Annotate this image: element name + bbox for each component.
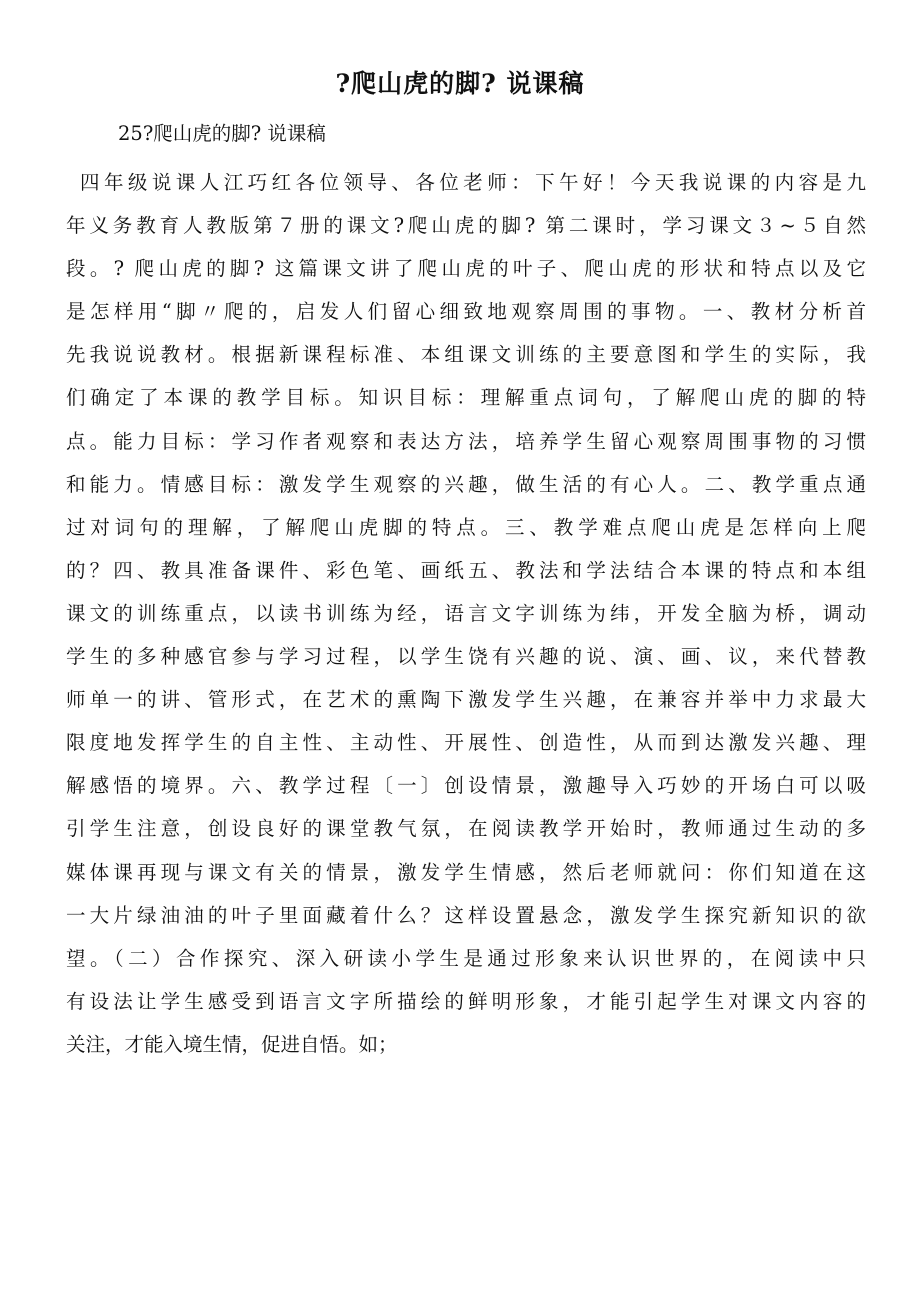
body-line: 段。? 爬山虎的脚? 这篇课文讲了爬山虎的叶子、爬山虎的形状和特点以及它 [66, 257, 866, 281]
body-line: 解感悟的境界。六、教学过程〔一〕创设情景，激趣导入巧妙的开场白可以吸 [66, 774, 866, 798]
document-body [66, 161, 866, 1066]
body-line: 过对词句的理解，了解爬山虎脚的特点。三、教学难点爬山虎是怎样向上爬 [66, 515, 866, 539]
body-line-last: 关注，才能入境生情，促进自悟。如； [66, 1032, 398, 1056]
body-line: 师单一的讲、管形式，在艺术的熏陶下激发学生兴趣，在兼容并举中力求最大 [66, 688, 866, 712]
document-title: ?爬山虎的脚? 说课稿 [335, 69, 585, 98]
body-line: 有设法让学生感受到语言文字所描绘的鲜明形象，才能引起学生对课文内容的 [66, 989, 866, 1013]
body-line: 限度地发挥学生的自主性、主动性、开展性、创造性，从而到达激发兴趣、理 [66, 731, 866, 755]
body-line: 课文的训练重点，以读书训练为经，语言文字训练为纬，开发全脑为桥，调动 [66, 601, 866, 625]
body-line: 学生的多种感官参与学习过程，以学生饶有兴趣的说、演、画、议，来代替教 [66, 645, 866, 669]
document-subtitle: 25?爬山虎的脚? 说课稿 [118, 122, 326, 145]
body-line: 和能力。情感目标：激发学生观察的兴趣，做生活的有心人。二、教学重点通 [66, 472, 866, 496]
body-line: 点。能力目标：学习作者观察和表达方法，培养学生留心观察周围事物的习惯 [66, 429, 866, 453]
body-line: 年义务教育人教版第７册的课文?爬山虎的脚? 第二课时，学习课文３~５自然 [66, 214, 866, 238]
body-line: 引学生注意，创设良好的课堂教气氛，在阅读教学开始时，教师通过生动的多 [66, 817, 866, 841]
body-line: 先我说说教材。根据新课程标准、本组课文训练的主要意图和学生的实际，我 [66, 343, 866, 367]
body-line: 媒体课再现与课文有关的情景，激发学生情感，然后老师就问：你们知道在这 [66, 860, 866, 884]
body-line: 四年级说课人江巧红各位领导、各位老师：下午好！今天我说课的内容是九 [80, 171, 866, 194]
body-line: 的？四、教具准备课件、彩色笔、画纸五、教法和学法结合本课的特点和本组 [66, 558, 866, 582]
body-line: 们确定了本课的教学目标。知识目标：理解重点词句，了解爬山虎的脚的特 [66, 386, 866, 410]
body-line: 一大片绿油油的叶子里面藏着什么？这样设置悬念，激发学生探究新知识的欲 [66, 903, 866, 927]
body-line: 望。（二）合作探究、深入研读小学生是通过形象来认识世界的，在阅读中只 [66, 946, 866, 970]
body-line: 是怎样用“脚〃爬的，启发人们留心细致地观察周围的事物。一、教材分析首 [66, 300, 866, 324]
